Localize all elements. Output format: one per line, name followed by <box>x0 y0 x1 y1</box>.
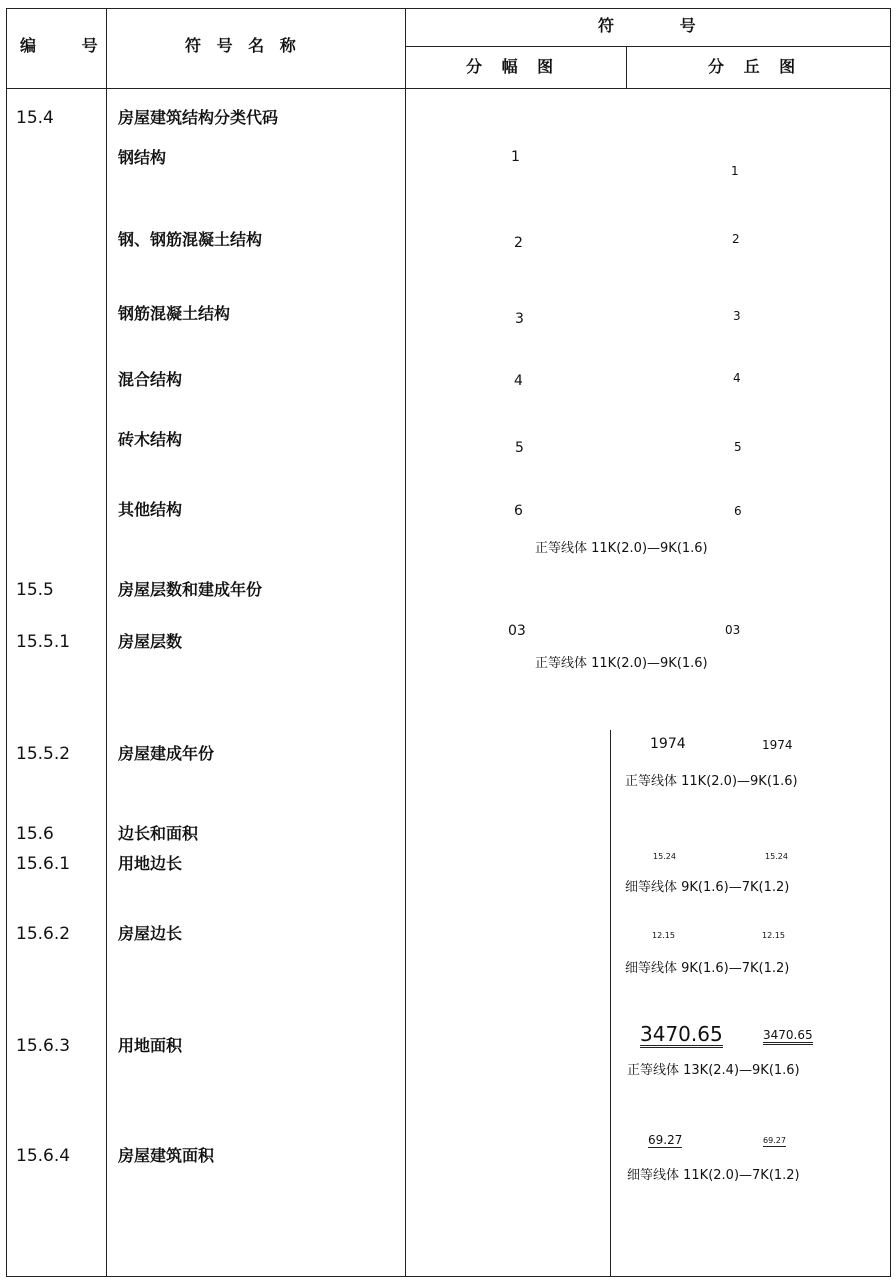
font-spec-note: 细等线体 9K(1.6)—7K(1.2) <box>625 880 790 895</box>
table-bottom-border <box>6 1276 891 1277</box>
row-code: 15.6.1 <box>16 854 71 874</box>
row-name: 房屋边长 <box>118 924 183 943</box>
parcel-symbol: 69.27 <box>763 1136 786 1145</box>
row-name: 用地边长 <box>118 854 183 873</box>
row-name: 房屋建成年份 <box>118 744 215 763</box>
sheet-symbol: 1 <box>511 149 520 165</box>
row-name: 用地面积 <box>118 1036 183 1055</box>
row-code: 15.5.1 <box>16 632 71 652</box>
sheet-symbol: 03 <box>508 623 526 639</box>
row-code: 15.4 <box>16 108 54 128</box>
row-name: 钢筋混凝土结构 <box>118 304 231 323</box>
header-parcel-map: 分 丘 图 <box>708 57 796 76</box>
table-right-border <box>890 8 891 1277</box>
font-spec-note: 正等线体 11K(2.0)—9K(1.6) <box>625 774 798 789</box>
font-spec-note: 细等线体 11K(2.0)—7K(1.2) <box>627 1168 800 1183</box>
table-left-border <box>6 8 7 1277</box>
parcel-symbol: 3470.65 <box>763 1029 813 1045</box>
sheet-symbol: 3470.65 <box>640 1022 723 1046</box>
row-code: 15.6.2 <box>16 924 71 944</box>
parcel-symbol: 4 <box>733 371 741 385</box>
sheet-symbol: 5 <box>515 440 524 456</box>
sheet-parcel-body-divider <box>610 730 611 1277</box>
font-spec-note: 细等线体 9K(1.6)—7K(1.2) <box>625 961 790 976</box>
font-spec-note: 正等线体 11K(2.0)—9K(1.6) <box>535 656 708 671</box>
sheet-symbol: 1974 <box>650 736 686 752</box>
font-spec-note: 正等线体 11K(2.0)—9K(1.6) <box>535 541 708 556</box>
row-name: 房屋层数和建成年份 <box>118 580 263 599</box>
row-name: 边长和面积 <box>118 824 199 843</box>
row-name: 钢结构 <box>118 148 167 167</box>
parcel-symbol: 2 <box>732 232 740 246</box>
row-code: 15.5.2 <box>16 744 71 764</box>
sheet-symbol: 3 <box>515 311 524 327</box>
parcel-symbol: 3 <box>733 309 741 323</box>
header-symbol: 符 号 <box>598 16 696 35</box>
row-name: 房屋建筑面积 <box>118 1146 215 1165</box>
header-bottom-rule <box>6 88 891 89</box>
parcel-symbol: 1 <box>731 164 739 178</box>
name-symbol-divider <box>405 8 406 1277</box>
code-name-divider <box>106 8 107 1277</box>
sheet-symbol: 12.15 <box>652 931 675 940</box>
font-spec-note: 正等线体 13K(2.4)—9K(1.6) <box>627 1063 800 1078</box>
header-code: 编 号 <box>20 36 98 55</box>
row-code: 15.6 <box>16 824 54 844</box>
parcel-symbol: 03 <box>725 623 741 637</box>
parcel-symbol: 5 <box>734 440 742 454</box>
sheet-symbol: 2 <box>514 235 523 251</box>
row-name: 砖木结构 <box>118 430 183 449</box>
row-name: 房屋建筑结构分类代码 <box>118 108 279 127</box>
sheet-symbol: 69.27 <box>648 1133 683 1147</box>
row-name: 钢、钢筋混凝土结构 <box>118 230 263 249</box>
sheet-symbol: 15.24 <box>653 852 676 861</box>
row-code: 15.6.4 <box>16 1146 71 1166</box>
symbol-subheader-rule <box>405 46 891 47</box>
parcel-symbol: 1974 <box>762 738 793 752</box>
parcel-symbol: 12.15 <box>762 931 785 940</box>
row-code: 15.6.3 <box>16 1036 71 1056</box>
row-name: 混合结构 <box>118 370 183 389</box>
table-top-border <box>6 8 891 9</box>
row-name: 其他结构 <box>118 500 183 519</box>
parcel-symbol: 15.24 <box>765 852 788 861</box>
sheet-symbol: 4 <box>514 373 523 389</box>
parcel-symbol: 6 <box>734 504 742 518</box>
row-name: 房屋层数 <box>118 632 183 651</box>
header-name: 符 号 名 称 <box>185 36 296 55</box>
sheet-symbol: 6 <box>514 503 523 519</box>
row-code: 15.5 <box>16 580 54 600</box>
header-sheet-map: 分 幅 图 <box>466 57 554 76</box>
sheet-parcel-header-divider <box>626 46 627 89</box>
